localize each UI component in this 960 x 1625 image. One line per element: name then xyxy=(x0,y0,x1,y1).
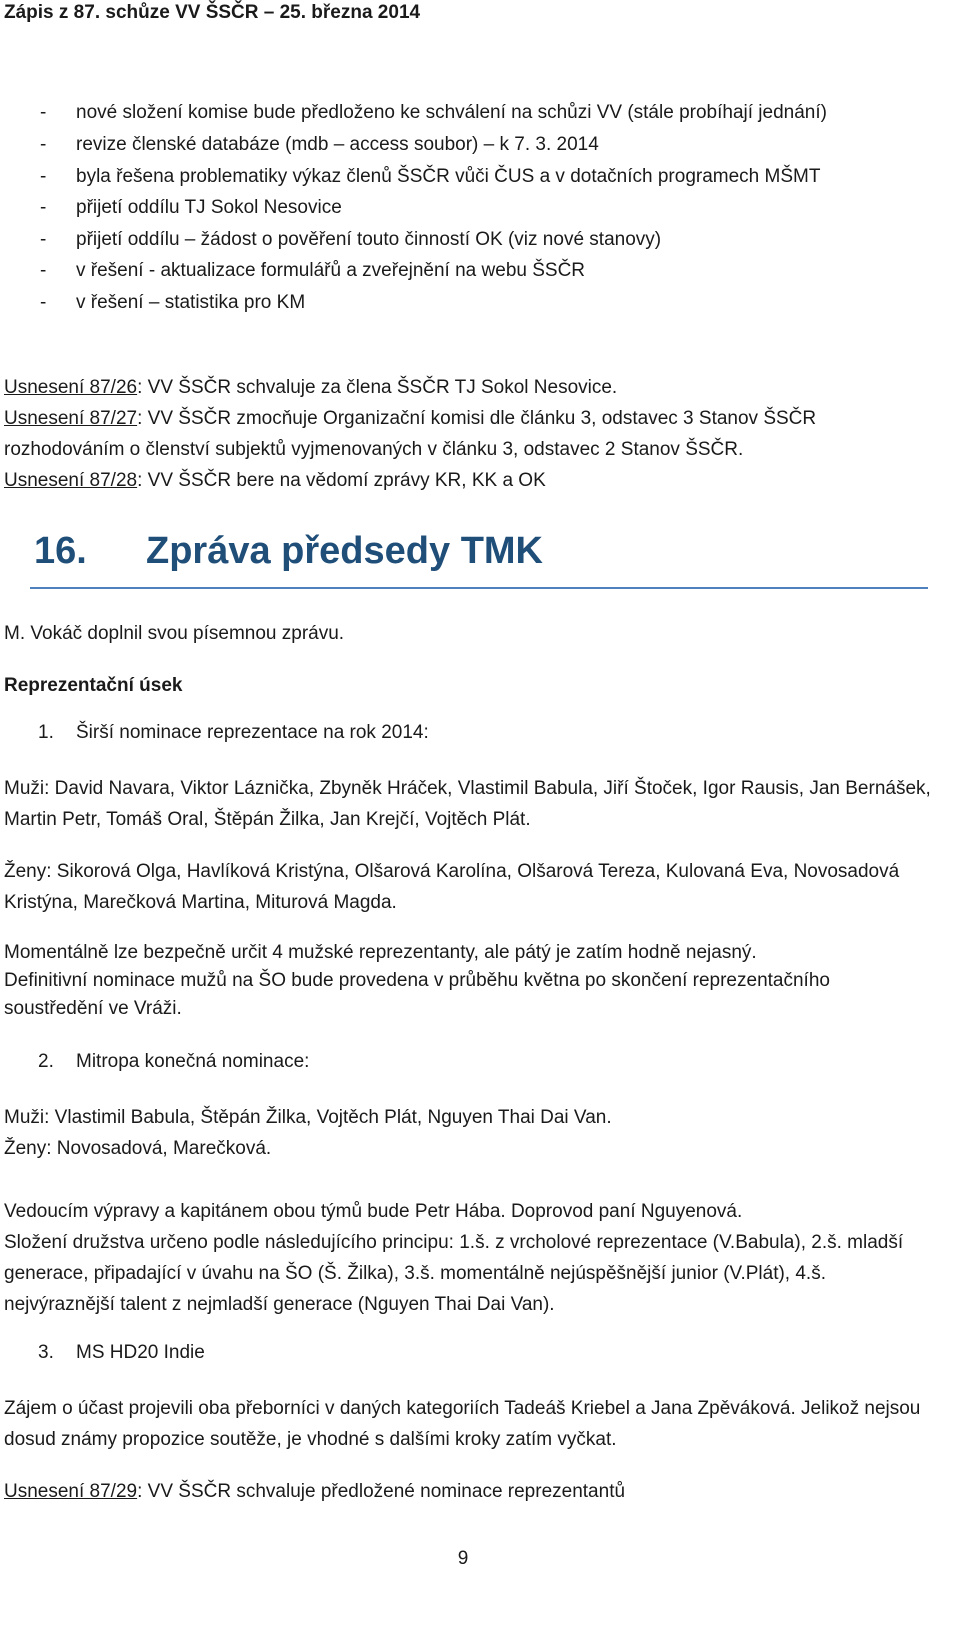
paragraph-leader: Vedoucím výpravy a kapitánem obou týmů bude Petr Hába. Doprovod paní Nguyenová. xyxy=(4,1201,743,1222)
resolution-label: Usnesení 87/26 xyxy=(4,377,138,398)
wide-nomination-women: Ženy: Sikorová Olga, Havlíková Kristýna, Olšarová Karolína, Olšarová Tereza, Kulovaná Eva, Novosadová Kristýna, Marečková Martina, Miturová Magda. xyxy=(4,861,900,913)
page-header-title: Zápis z 87. schůze VV ŠSČR – 25. března 2014 xyxy=(4,2,421,23)
item-number: 1. xyxy=(38,722,54,743)
paragraph-interest: Zájem o účast projevili oba přeborníci v daných kategoriích Tadeáš Kriebel a Jana Zpěváková. Jelikož nejsou dosud známy propozice soutěže, je vhodné s dalšími kroky zatím vyčkat. xyxy=(4,1398,921,1450)
item-number: 3. xyxy=(38,1342,54,1363)
section-heading xyxy=(34,530,543,573)
resolution-87-29 xyxy=(4,1476,934,1507)
bullet-dash: - xyxy=(40,102,47,123)
bullet-dash: - xyxy=(40,229,47,250)
bullet-dash: - xyxy=(40,166,47,187)
bullet-text: přijetí oddílu – žádost o pověření touto činností OK (viz nové stanovy) xyxy=(76,229,662,250)
bullet-text: nové složení komise bude předloženo ke schválení na schůzi VV (stále probíhají jednání) xyxy=(76,102,827,123)
item-number: 2. xyxy=(38,1051,54,1072)
item-text: Mitropa konečná nominace: xyxy=(76,1051,310,1072)
bullet-dash: - xyxy=(40,292,47,313)
item-text: Širší nominace reprezentace na rok 2014: xyxy=(76,722,429,743)
section-number: 16. xyxy=(34,530,87,572)
paragraph-definitive: Definitivní nominace mužů na ŠO bude provedena v průběhu května po skončení reprezentačního soustředění ve Vráži. xyxy=(4,970,830,1019)
mitropa-women: Ženy: Novosadová, Marečková. xyxy=(4,1138,272,1159)
resolution-text: : VV ŠSČR zmocňuje Organizační komisi dle článku 3, odstavec 3 Stanov ŠSČR rozhodováním o členství subjektů vyjmenovaných v článku 3, odstavec 2 Stanov ŠSČR. xyxy=(4,408,817,460)
resolution-text: : VV ŠSČR bere na vědomí zprávy KR, KK a OK xyxy=(137,470,546,491)
resolution-87-28 xyxy=(4,465,934,496)
heading-underline xyxy=(30,587,928,589)
bullet-text: revize členské databáze (mdb – access soubor) – k 7. 3. 2014 xyxy=(76,134,599,155)
resolution-87-27 xyxy=(4,403,934,465)
bullet-text: přijetí oddílu TJ Sokol Nesovice xyxy=(76,197,342,218)
mitropa-men: Muži: Vlastimil Babula, Štěpán Žilka, Vojtěch Plát, Nguyen Thai Dai Van. xyxy=(4,1107,612,1128)
resolution-text: : VV ŠSČR schvaluje předložené nominace reprezentantů xyxy=(137,1481,626,1502)
bullet-text: v řešení - aktualizace formulářů a zveřejnění na webu ŠSČR xyxy=(76,260,586,281)
bullet-dash: - xyxy=(40,134,47,155)
resolution-text: : VV ŠSČR schvaluje za člena ŠSČR TJ Sokol Nesovice. xyxy=(137,377,618,398)
subheading: Reprezentační úsek xyxy=(4,675,183,696)
bullet-text: byla řešena problematiky výkaz členů ŠSČR vůči ČUS a v dotačních programech MŠMT xyxy=(76,166,821,187)
section-intro: M. Vokáč doplnil svou písemnou zprávu. xyxy=(4,623,345,644)
wide-nomination-men: Muži: David Navara, Viktor Láznička, Zbyněk Hráček, Vlastimil Babula, Jiří Štoček, Igor Rausis, Jan Bernášek, Martin Petr, Tomáš Oral, Štěpán Žilka, Jan Krejčí, Vojtěch Plát. xyxy=(4,778,931,830)
resolution-label: Usnesení 87/28 xyxy=(4,470,138,491)
resolution-label: Usnesení 87/29 xyxy=(4,1481,138,1502)
paragraph-team-composition: Složení družstva určeno podle následujícího principu: 1.š. z vrcholové reprezentace (V.Babula), 2.š. mladší generace, připadající v úvahu na ŠO (Š. Žilka), 3.š. momentálně nejúspěšnější junior (V.Plát), 4.š. nejvýraznější talent z nejmladší generace (Nguyen Thai Dai Van). xyxy=(4,1232,904,1315)
bullet-text: v řešení – statistika pro KM xyxy=(76,292,306,313)
resolution-87-26 xyxy=(4,372,934,403)
section-title: Zpráva předsedy TMK xyxy=(146,530,543,572)
bullet-dash: - xyxy=(40,260,47,281)
bullet-dash: - xyxy=(40,197,47,218)
paragraph-moment: Momentálně lze bezpečně určit 4 mužské reprezentanty, ale pátý je zatím hodně nejasný. xyxy=(4,942,757,963)
page-number: 9 xyxy=(457,1548,469,1569)
item-text: MS HD20 Indie xyxy=(76,1342,205,1363)
resolution-label: Usnesení 87/27 xyxy=(4,408,138,429)
